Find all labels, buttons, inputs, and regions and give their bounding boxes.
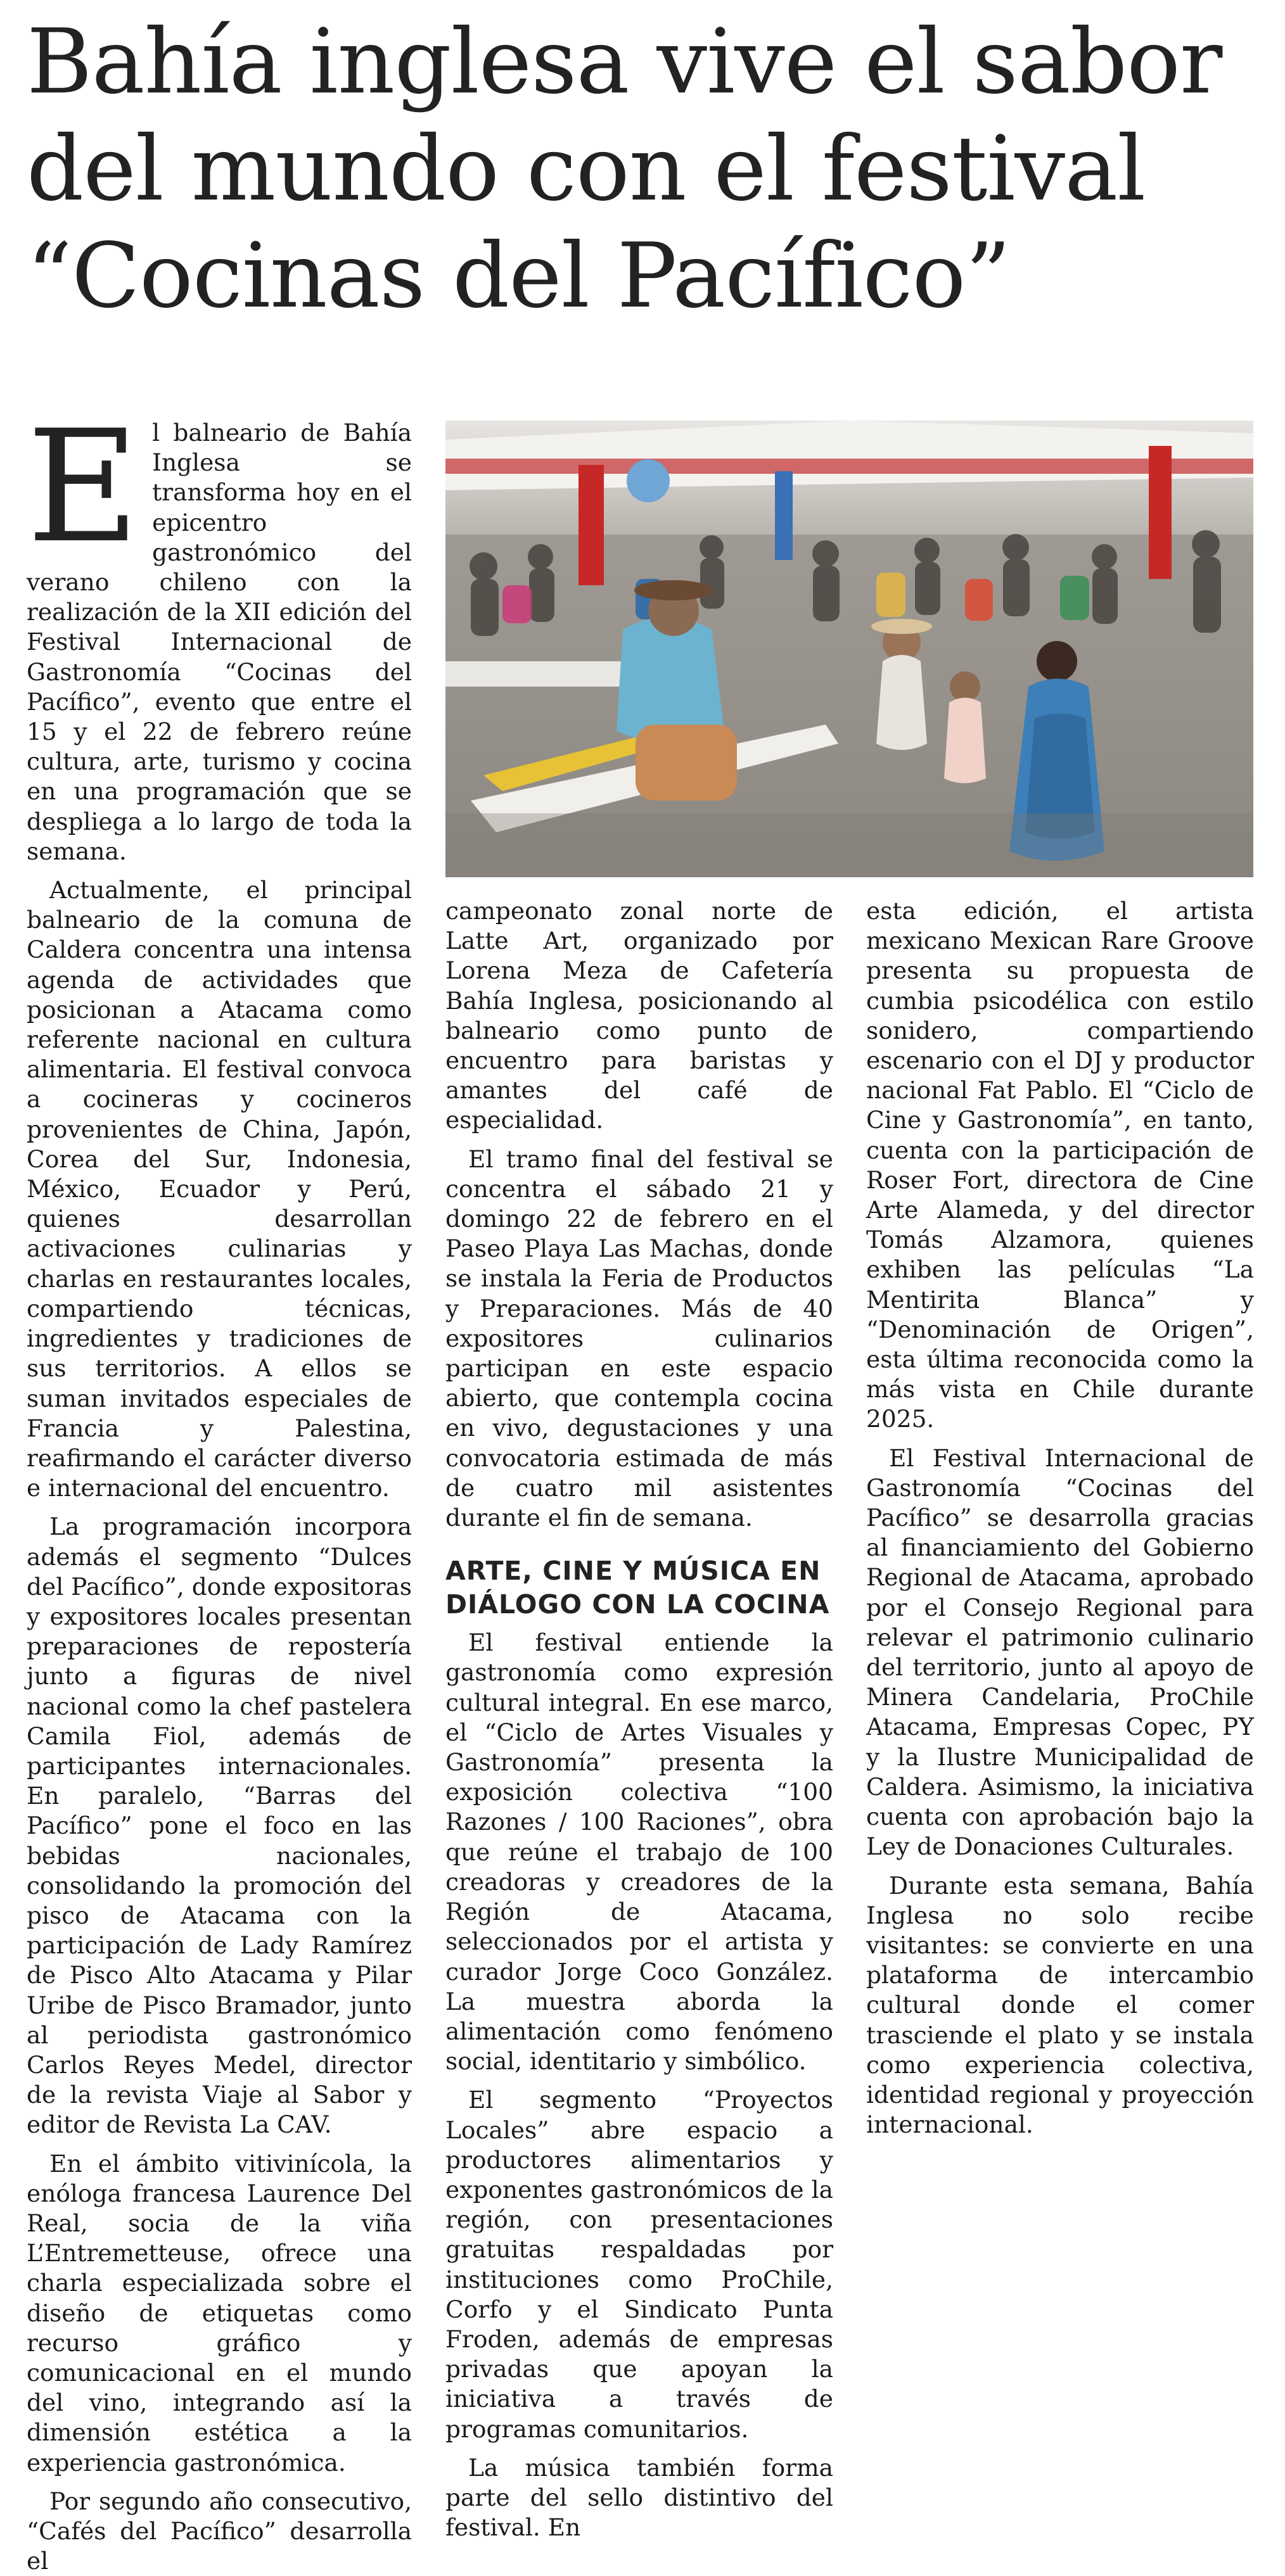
headline-line-1: Bahía inglesa vive el sabor	[27, 10, 1222, 114]
section-subhead: ARTE, CINE Y MÚSICA EN DIÁLOGO CON LA COCINA	[445, 1556, 830, 1620]
article-column-1	[27, 397, 412, 2576]
headline-line-2: del mundo con el festival	[27, 117, 1146, 222]
paragraph-continued: esta edición, el artista mexicano Mexican Rare Groove presenta su propuesta de cumbia psicodélica con estilo sonidero, compartiendo escenario con el DJ y productor nacional Fat Pablo. El “Ciclo de Cine y Gastronomía”, en tanto, cuenta con la participación de Roser Fort, directora de Cine Arte Alameda, y del director Tomás Alzamora, quienes exhiben las películas “La Mentirita Blanca” y “Denominación de Origen”, esta última reconocida como la más vista en Chile durante 2025.	[866, 897, 1254, 1433]
article-column-3	[866, 896, 1254, 2140]
paragraph: El segmento “Proyectos Locales” abre espacio a productores alimentarios y exponentes gastronómicos de la región, con presentaciones gratuitas respaldadas por instituciones como ProChile, Corfo y el Sindicato Punta Froden, además de empresas privadas que apoyan la iniciativa a través de programas comunitarios.	[445, 2086, 833, 2443]
paragraph-continued: campeonato zonal norte de Latte Art, organizado por Lorena Meza de Cafetería Bahía Inglesa, posicionando al balneario como punto de encuentro para baristas y amantes del café de especialidad.	[445, 897, 833, 1134]
headline-line-3: “Cocinas del Pacífico”	[27, 224, 1011, 329]
paragraph: El festival entiende la gastronomía como expresión cultural integral. En ese marco, el “Ciclo de Artes Visuales y Gastronomía” presenta la exposición colectiva “100 Razones / 100 Raciones”, obra que reúne el trabajo de 100 creadoras y creadores de la Región de Atacama, seleccionados por el artista y curador Jorge Coco González. La muestra aborda la alimentación como fenómeno social, identitario y simbólico.	[445, 1628, 833, 2076]
paragraph: El Festival Internacional de Gastronomía “Cocinas del Pacífico” se desarrolla gracias al financiamiento del Gobierno Regional de Atacama, aprobado por el Consejo Regional para relevar el patrimonio culinario del territorio, junto al apoyo de Minera Candelaria, ProChile Atacama, Empresas Copec, PY y la Ilustre Municipalidad de Caldera. Asimismo, la iniciativa cuenta con aprobación bajo la Ley de Donaciones Culturales.	[866, 1443, 1254, 1861]
paragraph: Por segundo año consecutivo, “Cafés del Pacífico” desarrolla el	[27, 2487, 412, 2575]
article-column-2	[445, 896, 833, 2542]
drop-cap: E	[27, 397, 140, 577]
paragraph: En el ámbito vitivinícola, la enóloga francesa Laurence Del Real, socia de la viña L’Entremetteuse, ofrece una charla especializada sobre el diseño de etiquetas como recurso gráfico y comunicacional en el mundo del vino, integrando así la dimensión estética a la experiencia gastronómica.	[27, 2149, 412, 2477]
intro-text: l balneario de Bahía Inglesa se transforma hoy en el epicentro gastronómico del verano chileno con la realización de la XII edición del Festival Internacional de Gastronomía “Cocinas del Pacífico”, evento que entre el 15 y el 22 de febrero reúne cultura, arte, turismo y cocina en una programación que se despliega a lo largo de toda la semana.	[27, 419, 412, 865]
paragraph: Actualmente, el principal balneario de la comuna de Caldera concentra una intensa agenda de actividades que posicionan a Atacama como referente nacional en cultura alimentaria. El festival convoca a cocineras y cocineros provenientes de China, Japón, Corea del Sur, Indonesia, México, Ecuador y Perú, quienes desarrollan activaciones culinarias y charlas en restaurantes locales, compartiendo técnicas, ingredientes y tradiciones de sus territorios. A ellos se suman invitados especiales de Francia y Palestina, reafirmando el carácter diverso e internacional del encuentro.	[27, 876, 412, 1502]
paragraph: Durante esta semana, Bahía Inglesa no solo recibe visitantes: se convierte en una plataforma de intercambio cultural donde el comer trasciende el plato y se instala como experiencia colectiva, identidad regional y proyección internacional.	[866, 1871, 1254, 2139]
paragraph: El tramo final del festival se concentra el sábado 21 y domingo 22 de febrero en el Paseo Playa Las Machas, donde se instala la Feria de Productos y Preparaciones. Más de 40 expositores culinarios participan en este espacio abierto, que contempla cocina en vivo, degustaciones y una convocatoria estimada de más de cuatro mil asistentes durante el fin de semana.	[445, 1145, 833, 1532]
intro-paragraph	[27, 397, 412, 866]
paragraph: La música también forma parte del sello distintivo del festival. En	[445, 2453, 833, 2542]
headline	[27, 9, 1269, 331]
paragraph: La programación incorpora además el segmento “Dulces del Pacífico”, donde expositoras y expositores locales presentan preparaciones de repostería junto a figuras de nivel nacional como la chef pastelera Camila Fiol, además de participantes internacionales. En paralelo, “Barras del Pacífico” pone el foco en las bebidas nacionales, consolidando la promoción del pisco de Atacama con la participación de Lady Ramírez de Pisco Alto Atacama y Pilar Uribe de Pisco Bramador, junto al periodista gastronómico Carlos Reyes Medel, director de la revista Viaje al Sabor y editor de Revista La CAV.	[27, 1513, 412, 2139]
festival-crowd-photo	[445, 421, 1253, 877]
